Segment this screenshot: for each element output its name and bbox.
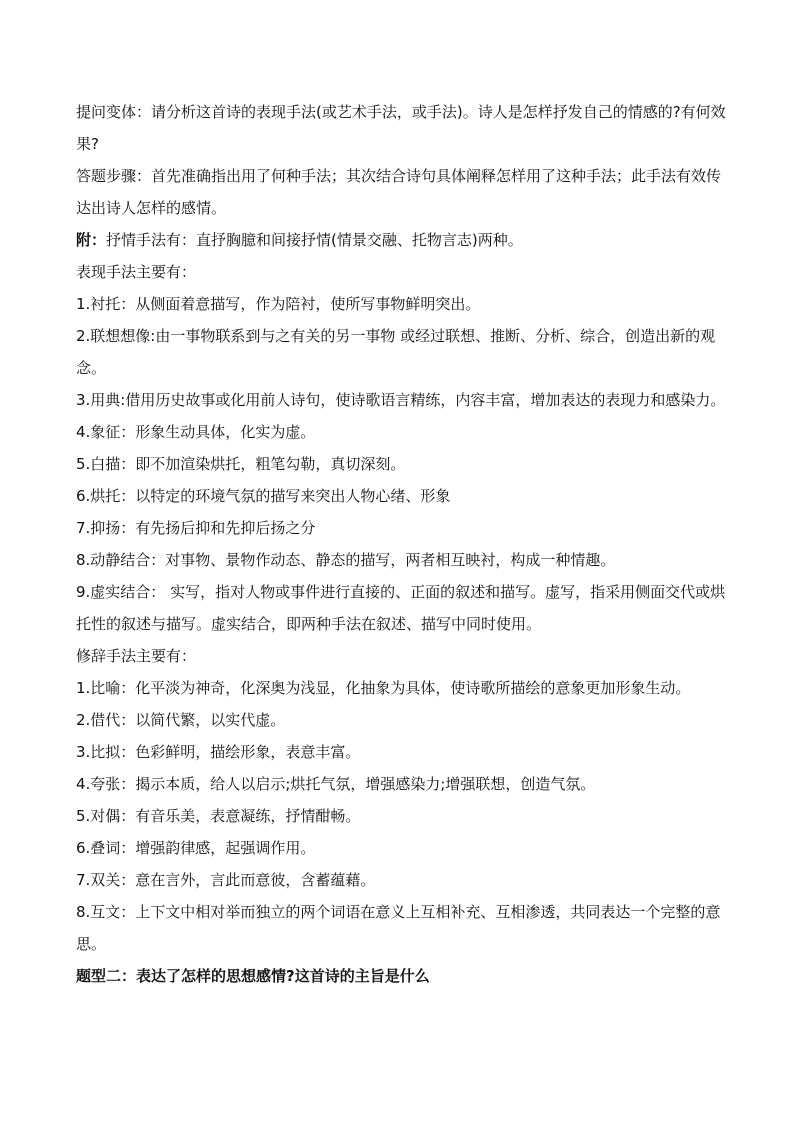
appendix-label: 附： bbox=[76, 231, 107, 249]
rhetoric-item-8: 8.互文：上下文中相对举而独立的两个词语在意义上互相补充、互相渗透，共同表达一个完整的意思。 bbox=[76, 903, 721, 953]
rhetoric-item-2: 2.借代：以简代繁，以实代虚。 bbox=[76, 711, 286, 729]
technique-item-6: 6.烘托：以特定的环境气氛的描写来突出人物心绪、形象 bbox=[76, 487, 451, 505]
appendix-text: 抒情手法有：直抒胸臆和间接抒情(情景交融、托物言志)两种。 bbox=[106, 231, 523, 249]
rhetoric-item-4: 4.夸张：揭示本质，给人以启示;烘托气氛，增强感染力;增强联想，创造气氛。 bbox=[76, 775, 596, 793]
rhetoric-heading: 修辞手法主要有： bbox=[76, 647, 197, 665]
rhetoric-item-1: 1.比喻：化平淡为神奇，化深奥为浅显，化抽象为具体，使诗歌所描绘的意象更加形象生动。 bbox=[76, 679, 691, 697]
rhetoric-item-3: 3.比拟：色彩鲜明，描绘形象，表意丰富。 bbox=[76, 743, 361, 761]
technique-item-2: 2.联想想像:由一事物联系到与之有关的另一事物 或经过联想、推断、分析、综合，创造出新的观念。 bbox=[76, 327, 716, 377]
answer-steps: 答题步骤：首先准确指出用了何种手法；其次结合诗句具体阐释怎样用了这种手法；此手法有效传达出诗人怎样的感情。 bbox=[76, 167, 722, 217]
rhetoric-item-7: 7.双关：意在言外，言此而意彼，含蓄蕴藉。 bbox=[76, 871, 376, 889]
technique-item-5: 5.白描：即不加渲染烘托，粗笔勾勒，真切深刻。 bbox=[76, 455, 406, 473]
technique-item-4: 4.象征：形象生动具体，化实为虚。 bbox=[76, 423, 316, 441]
rhetoric-item-6: 6.叠词：增强韵律感，起强调作用。 bbox=[76, 839, 316, 857]
appendix-line bbox=[76, 224, 728, 256]
technique-item-7: 7.抑扬：有先扬后抑和先抑后扬之分 bbox=[76, 519, 316, 537]
question-type-two-heading: 题型二：表达了怎样的思想感情?这首诗的主旨是什么 bbox=[76, 967, 430, 985]
techniques-heading: 表现手法主要有： bbox=[76, 263, 197, 281]
question-variant: 提问变体：请分析这首诗的表现手法(或艺术手法，或手法)。诗人是怎样抒发自己的情感的?有何效果? bbox=[76, 103, 726, 153]
rhetoric-item-5: 5.对偶：有音乐美，表意凝练，抒情酣畅。 bbox=[76, 807, 361, 825]
technique-item-9: 9.虚实结合： 实写，指对人物或事件进行直接的、正面的叙述和描写。虚写，指采用侧面交代或烘托性的叙述与描写。虚实结合，即两种手法在叙述、描写中同时使用。 bbox=[76, 583, 726, 633]
technique-item-1: 1.衬托：从侧面着意描写，作为陪衬，使所写事物鲜明突出。 bbox=[76, 295, 481, 313]
technique-item-3: 3.用典:借用历史故事或化用前人诗句，使诗歌语言精练，内容丰富，增加表达的表现力和感染力。 bbox=[76, 391, 726, 409]
technique-item-8: 8.动静结合：对事物、景物作动态、静态的描写，两者相互映衬，构成一种情趣。 bbox=[76, 551, 616, 569]
